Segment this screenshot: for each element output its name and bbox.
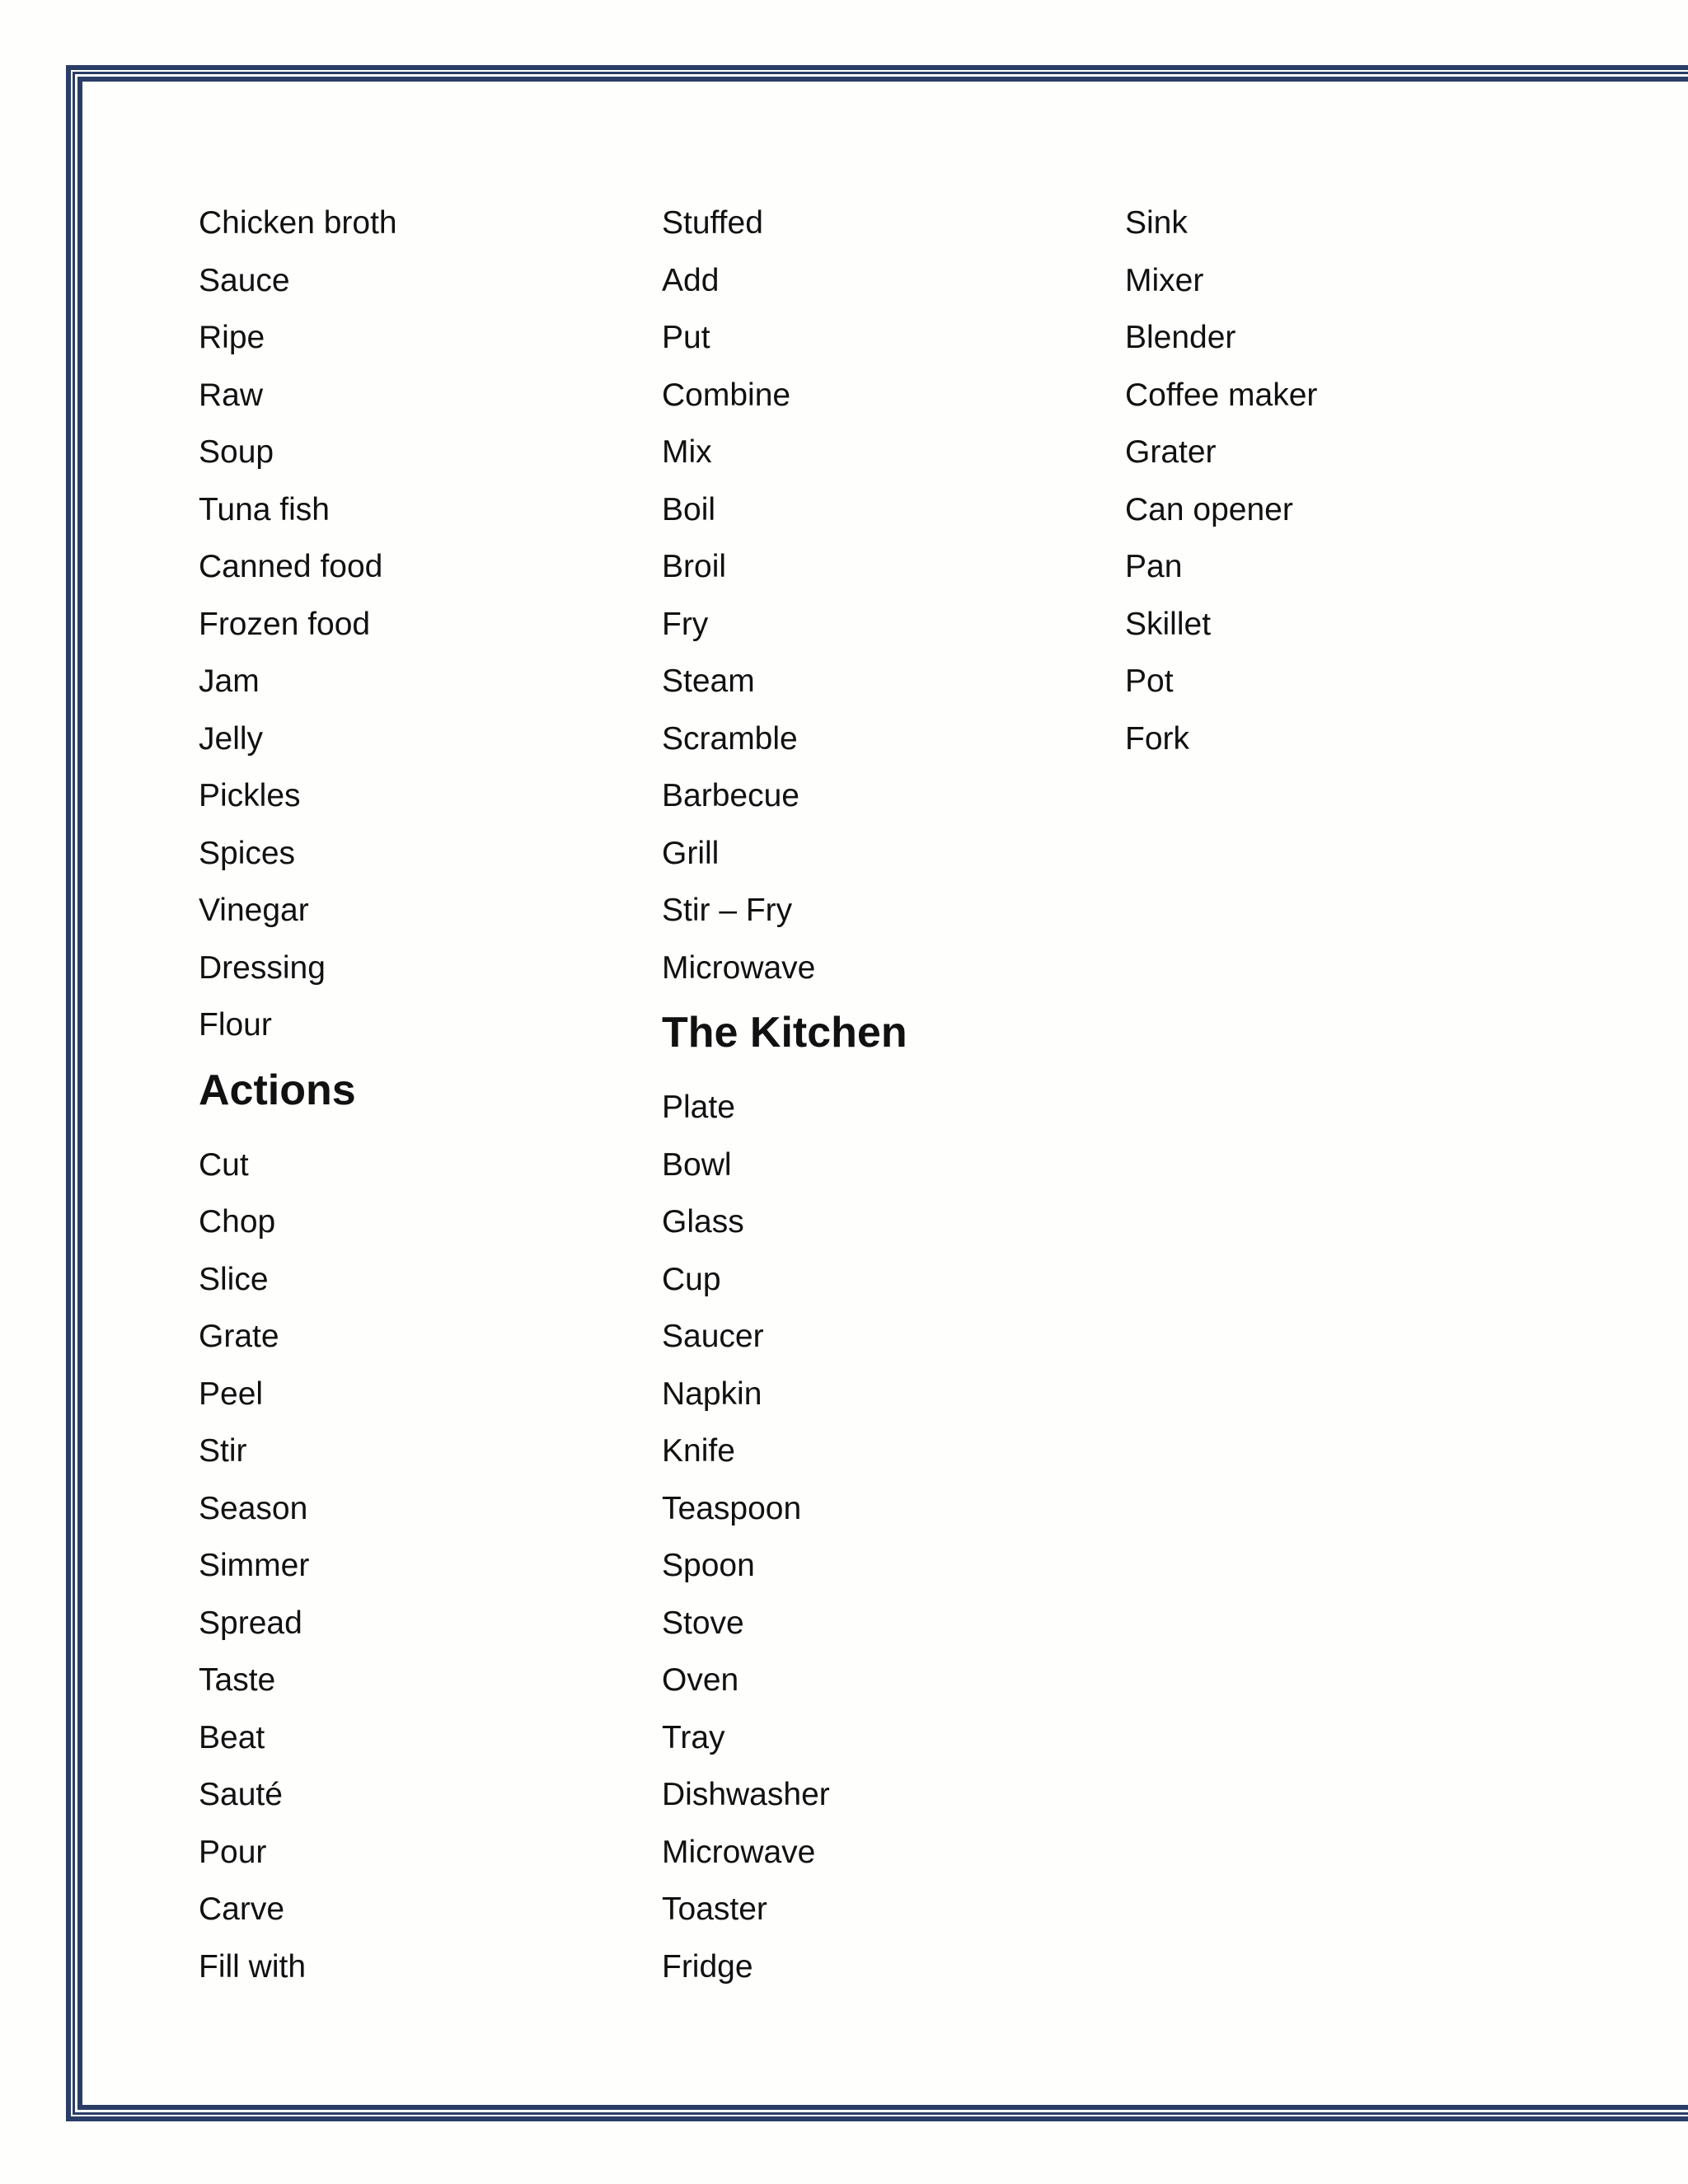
vocabulary-word: Blender (1125, 320, 1236, 355)
word-column-3 (1125, 194, 1570, 767)
vocabulary-word: Barbecue (662, 778, 799, 813)
vocabulary-word: Steam (662, 663, 755, 699)
vocabulary-word: Canned food (199, 549, 383, 584)
vocabulary-word: Carve (199, 1891, 285, 1927)
vocabulary-word: Sauté (199, 1777, 283, 1812)
vocabulary-word: Fill with (199, 1948, 307, 1985)
vocabulary-word: Combine (662, 377, 791, 413)
vocabulary-word: Toaster (662, 1891, 767, 1927)
vocabulary-word: Napkin (662, 1376, 762, 1412)
vocabulary-word: Stir – Fry (662, 893, 793, 928)
vocabulary-word: Sink (1125, 205, 1188, 241)
vocabulary-word: Mixer (1125, 262, 1204, 298)
vocabulary-word: Raw (199, 377, 264, 413)
vocabulary-word: Beat (199, 1719, 265, 1755)
vocabulary-word: Grate (199, 1319, 279, 1354)
vocabulary-word: Broil (662, 549, 727, 584)
vocabulary-word: Tray (662, 1719, 725, 1755)
vocabulary-word: Flour (199, 1007, 272, 1043)
vocabulary-word: Stir (199, 1433, 247, 1469)
vocabulary-word: Plate (662, 1090, 735, 1125)
vocabulary-word: Fork (1125, 720, 1189, 757)
vocabulary-word: Stove (662, 1605, 744, 1641)
vocabulary-word: Tuna fish (199, 491, 330, 527)
vocabulary-word: Glass (662, 1204, 744, 1240)
ingredient-word-list (199, 194, 644, 1054)
kitchen-word-list (662, 1079, 1107, 1995)
vocabulary-word: Frozen food (199, 606, 371, 642)
vocabulary-word: Season (199, 1490, 308, 1526)
vocabulary-word: Chicken broth (199, 205, 397, 241)
vocabulary-word: Teaspoon (662, 1490, 802, 1526)
vocabulary-word: Microwave (662, 1834, 816, 1870)
vocabulary-word: Spoon (662, 1548, 755, 1583)
vocabulary-word: Cut (199, 1146, 249, 1183)
vocabulary-word: Pot (1125, 663, 1174, 699)
vocabulary-word: Skillet (1125, 606, 1212, 642)
actions-word-list (199, 1137, 644, 1996)
vocabulary-word: Pickles (199, 778, 301, 813)
vocabulary-word: Dishwasher (662, 1777, 830, 1812)
kitchen-tools-word-list (1125, 194, 1570, 767)
vocabulary-word: Spread (199, 1605, 302, 1641)
vocabulary-word: Cup (662, 1261, 721, 1297)
vocabulary-word: Fridge (662, 1948, 753, 1985)
vocabulary-word: Can opener (1125, 491, 1293, 527)
section-heading-actions: Actions (199, 1066, 356, 1114)
vocabulary-word: Grater (1125, 434, 1217, 470)
vocabulary-word: Oven (662, 1662, 739, 1698)
vocabulary-word: Taste (199, 1662, 276, 1698)
vocabulary-word: Jelly (199, 720, 264, 757)
vocabulary-word: Chop (199, 1204, 276, 1240)
vocabulary-word: Peel (199, 1376, 264, 1412)
vocabulary-word: Pour (199, 1834, 267, 1870)
vocabulary-word: Coffee maker (1125, 377, 1318, 413)
vocabulary-word: Saucer (662, 1319, 764, 1354)
vocabulary-word: Fry (662, 606, 709, 642)
section-heading-the-kitchen: The Kitchen (662, 1009, 907, 1057)
vocabulary-word: Pan (1125, 549, 1183, 584)
vocabulary-word: Microwave (662, 949, 816, 986)
vocabulary-word: Stuffed (662, 205, 763, 241)
vocabulary-word: Knife (662, 1433, 735, 1469)
vocabulary-word: Bowl (662, 1146, 732, 1183)
vocabulary-word: Sauce (199, 262, 290, 298)
vocabulary-word: Jam (199, 663, 260, 699)
cooking-method-word-list (662, 194, 1107, 996)
word-column-2 (662, 194, 1107, 1995)
vocabulary-word: Put (662, 320, 710, 355)
vocabulary-word: Add (662, 262, 720, 298)
vocabulary-word: Simmer (199, 1548, 310, 1583)
vocabulary-word: Scramble (662, 720, 798, 757)
vocabulary-word: Ripe (199, 320, 265, 355)
vocabulary-word: Mix (662, 434, 712, 470)
vocabulary-word: Soup (199, 434, 274, 470)
vocabulary-word: Spices (199, 835, 296, 871)
vocabulary-word: Slice (199, 1261, 269, 1297)
vocabulary-word: Dressing (199, 949, 326, 986)
vocabulary-word: Grill (662, 835, 720, 871)
vocabulary-word: Boil (662, 491, 716, 527)
word-column-1 (199, 194, 644, 1995)
vocabulary-word: Vinegar (199, 893, 309, 928)
